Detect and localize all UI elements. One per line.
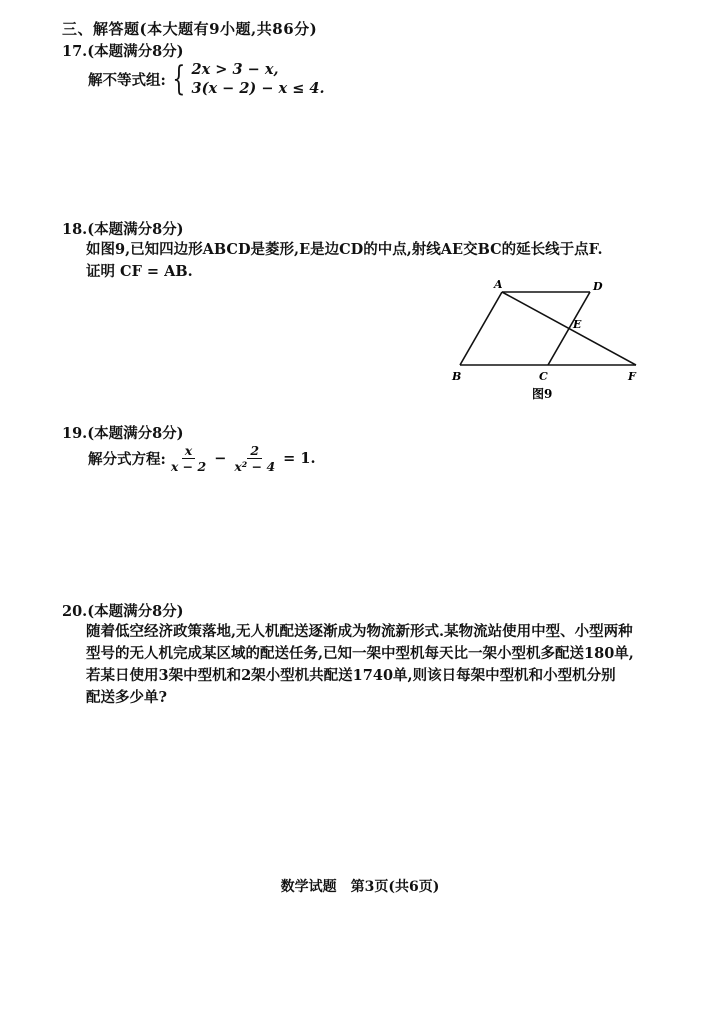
label-A: A xyxy=(494,278,503,291)
segment-AB xyxy=(460,292,502,365)
fraction-2-denominator: x² − 4 xyxy=(234,459,276,474)
q20-header: 20.(本题满分8分) xyxy=(62,603,184,620)
fraction-2-numerator: 2 xyxy=(247,443,262,459)
q20-line2: 型号的无人机完成某区域的配送任务,已知一架中型机每天比一架小型机多配送180单, xyxy=(86,645,634,662)
label-F: F xyxy=(628,370,636,383)
fraction-2 xyxy=(231,443,278,474)
brace-symbol: { xyxy=(172,59,186,99)
q20-line1: 随着低空经济政策落地,无人机配送逐渐成为物流新形式.某物流站使用中型、小型两种 xyxy=(86,623,633,640)
fraction-1 xyxy=(168,443,209,474)
q18-line2: 证明 CF = AB. xyxy=(86,263,193,280)
minus-sign: − xyxy=(214,450,227,467)
q18-header: 18.(本题满分8分) xyxy=(62,221,184,238)
label-C: C xyxy=(539,370,548,383)
q17-header: 17.(本题满分8分) xyxy=(62,43,184,60)
q18-line1: 如图9,已知四边形ABCD是菱形,E是边CD的中点,射线AE交BC的延长线于点F. xyxy=(86,241,603,258)
figure-caption: 图9 xyxy=(532,387,553,401)
q19-header: 19.(本题满分8分) xyxy=(62,425,184,442)
label-B: B xyxy=(452,370,462,383)
ray-AF xyxy=(502,292,636,365)
q17-system-lines xyxy=(192,60,325,98)
q20-line4: 配送多少单? xyxy=(86,689,167,706)
page-footer: 数学试题 第3页(共6页) xyxy=(280,879,440,895)
q17-prompt: 解不等式组: xyxy=(88,71,166,89)
q17-line1: 2x > 3 − x, xyxy=(191,61,279,78)
label-E: E xyxy=(573,318,582,331)
q20-line3: 若某日使用3架中型机和2架小型机共配送1740单,则该日每架中型机和小型机分别 xyxy=(86,667,616,684)
fraction-1-numerator: x xyxy=(182,443,195,459)
label-D: D xyxy=(593,280,603,293)
fraction-1-denominator: x − 2 xyxy=(170,459,207,474)
figure-9-rhombus-diagram xyxy=(440,272,660,407)
equation-rhs: = 1. xyxy=(283,450,316,467)
section-title: 三、解答题(本大题有9小题,共86分) xyxy=(62,20,318,38)
q17-line2: 3(x − 2) − x ≤ 4. xyxy=(191,80,325,97)
q17-inequality-system xyxy=(88,60,325,98)
q19-equation xyxy=(88,443,316,474)
q19-prompt: 解分式方程: xyxy=(88,451,166,468)
